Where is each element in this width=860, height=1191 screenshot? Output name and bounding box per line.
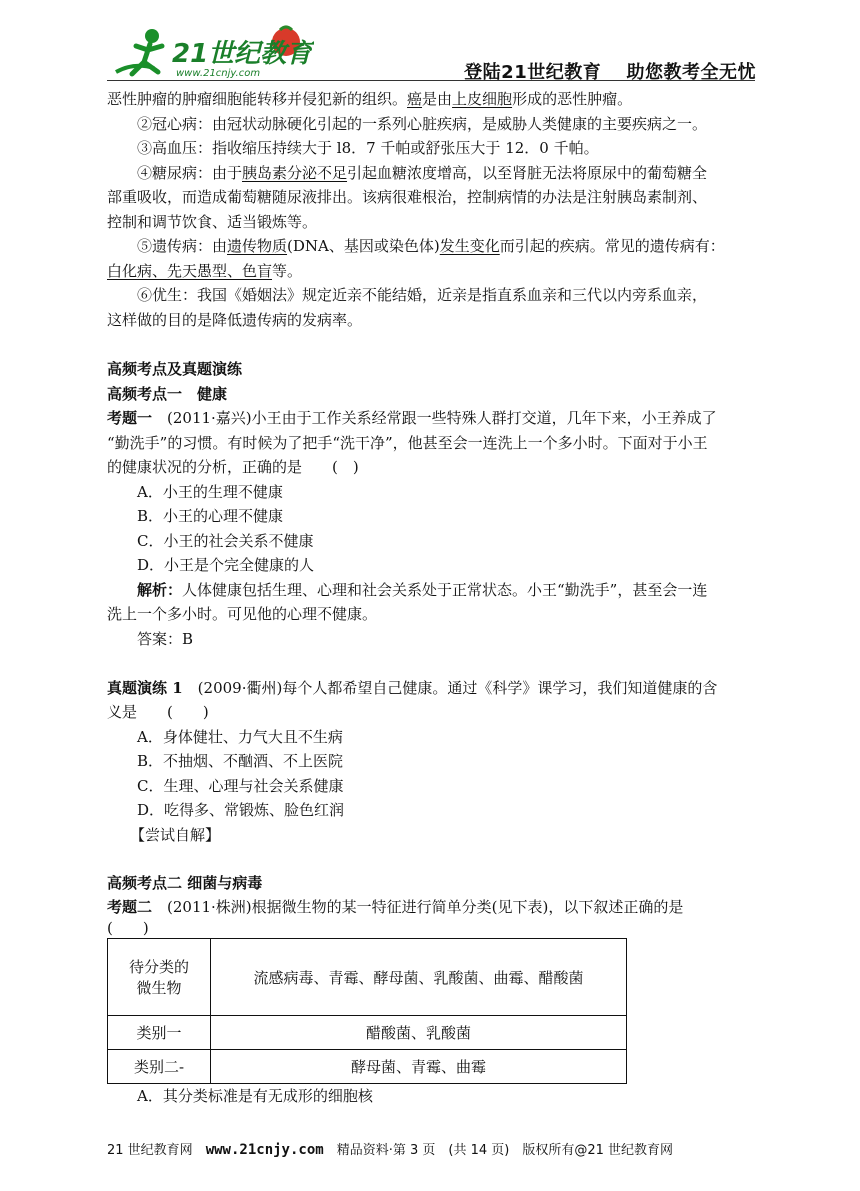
intro-line-5: 部重吸收，而造成葡萄糖随尿液排出。该病很难根治，控制病情的办法是注射胰岛素制剂、 bbox=[107, 188, 708, 206]
svg-text:www.21cnjy.com: www.21cnjy.com bbox=[176, 68, 261, 79]
q1-analysis-line-2: 洗上一个多小时。可见他的心理不健康。 bbox=[107, 605, 378, 623]
intro-line-9: ⑥优生：我国《婚姻法》规定近亲不能结婚，近亲是指直系血亲和三代以内旁系血亲， bbox=[137, 286, 708, 304]
footer-left: 21 世纪教育网 bbox=[107, 1143, 206, 1158]
table-row bbox=[108, 939, 627, 1016]
q1-analysis-line-1: 解析：人体健康包括生理、心理和社会关系处于正常状态。小王“勤洗手”，甚至会一连 bbox=[137, 581, 708, 599]
table-cell: 醋酸菌、乳酸菌 bbox=[211, 1016, 627, 1050]
site-logo[interactable] bbox=[114, 22, 314, 80]
classification-table bbox=[107, 938, 627, 1084]
header-divider bbox=[107, 80, 755, 81]
q2-line-2: ( ) bbox=[107, 919, 149, 937]
q1-line-1: 考题一 (2011·嘉兴)小王由于工作关系经常跟一些特殊人群打交道，几年下来，小王养成了 bbox=[107, 409, 717, 427]
q2-line-1: 考题二 (2011·株洲)根据微生物的某一特征进行简单分类(见下表)，以下叙述正确的是 bbox=[107, 898, 684, 916]
logo-graphic bbox=[114, 22, 314, 80]
header-tagline: 登陆21世纪教育 助您教考全无忧 bbox=[464, 62, 756, 83]
point1-heading: 高频考点一 健康 bbox=[107, 385, 228, 403]
table-row bbox=[108, 1050, 627, 1084]
footer-right: 精品资料·第 3 页 (共 14 页) 版权所有@21 世纪教育网 bbox=[323, 1143, 673, 1158]
table-cell: 流感病毒、青霉、酵母菌、乳酸菌、曲霉、醋酸菌 bbox=[211, 939, 627, 1016]
intro-line-4: ④糖尿病：由于胰岛素分泌不足引起血糖浓度增高，以至肾脏无法将原尿中的葡萄糖全 bbox=[137, 164, 708, 182]
practice1-try: 【尝试自解】 bbox=[130, 826, 221, 844]
intro-line-1: 恶性肿瘤的肿瘤细胞能转移并侵犯新的组织。癌是由上皮细胞形成的恶性肿瘤。 bbox=[107, 90, 633, 108]
intro-line-7: ⑤遗传病：由遗传物质(DNA、基因或染色体)发生变化而引起的疾病。常见的遗传病有： bbox=[137, 237, 725, 255]
q2-option-a: A．其分类标准是有无成形的细胞核 bbox=[137, 1087, 373, 1105]
intro-line-10: 这样做的目的是降低遗传病的发病率。 bbox=[107, 311, 363, 329]
practice1-line-1: 真题演练 1 (2009·衢州)每个人都希望自己健康。通过《科学》课学习，我们知道健康的含 bbox=[107, 679, 718, 697]
q1-option-c: C．小王的社会关系不健康 bbox=[137, 532, 314, 550]
footer-site-link[interactable]: www.21cnjy.com bbox=[205, 1142, 324, 1158]
q1-option-b: B．小王的心理不健康 bbox=[137, 507, 284, 525]
practice1-option-d: D．吃得多、常锻炼、脸色红润 bbox=[137, 801, 345, 819]
table-cell: 酵母菌、青霉、曲霉 bbox=[211, 1050, 627, 1084]
table-head-cell: 待分类的 微生物 bbox=[108, 939, 211, 1016]
practice1-option-a: A．身体健壮、力气大且不生病 bbox=[137, 728, 343, 746]
intro-line-8: 白化病、先天愚型、色盲等。 bbox=[107, 262, 303, 280]
intro-line-2: ②冠心病：由冠状动脉硬化引起的一系列心脏疾病，是威胁人类健康的主要疾病之一。 bbox=[137, 115, 708, 133]
table-head-cell: 类别一 bbox=[108, 1016, 211, 1050]
svg-text:21世纪教育: 21世纪教育 bbox=[172, 39, 313, 69]
q1-option-d: D．小王是个完全健康的人 bbox=[137, 556, 315, 574]
practice1-option-c: C．生理、心理与社会关系健康 bbox=[137, 777, 344, 795]
q1-answer: 答案：B bbox=[137, 630, 194, 648]
page-footer bbox=[107, 1139, 673, 1158]
intro-line-3: ③高血压：指收缩压持续大于 l8．7 千帕或舒张压大于 12．0 千帕。 bbox=[137, 139, 599, 157]
point2-heading: 高频考点二 细菌与病毒 bbox=[107, 874, 263, 892]
intro-line-6: 控制和调节饮食、适当锻炼等。 bbox=[107, 213, 318, 231]
q1-line-3: 的健康状况的分析，正确的是 ( ) bbox=[107, 458, 359, 476]
q1-line-2: “勤洗手”的习惯。有时候为了把手“洗干净”，他甚至会一连洗上一个多小时。下面对于小王 bbox=[107, 434, 708, 452]
table-row bbox=[108, 1016, 627, 1050]
table-head-cell: 类别二- bbox=[108, 1050, 211, 1084]
section-title: 高频考点及真题演练 bbox=[107, 360, 243, 378]
practice1-line-2: 义是 ( ) bbox=[107, 703, 209, 721]
practice1-option-b: B．不抽烟、不酗酒、不上医院 bbox=[137, 752, 344, 770]
q1-option-a: A．小王的生理不健康 bbox=[137, 483, 283, 501]
